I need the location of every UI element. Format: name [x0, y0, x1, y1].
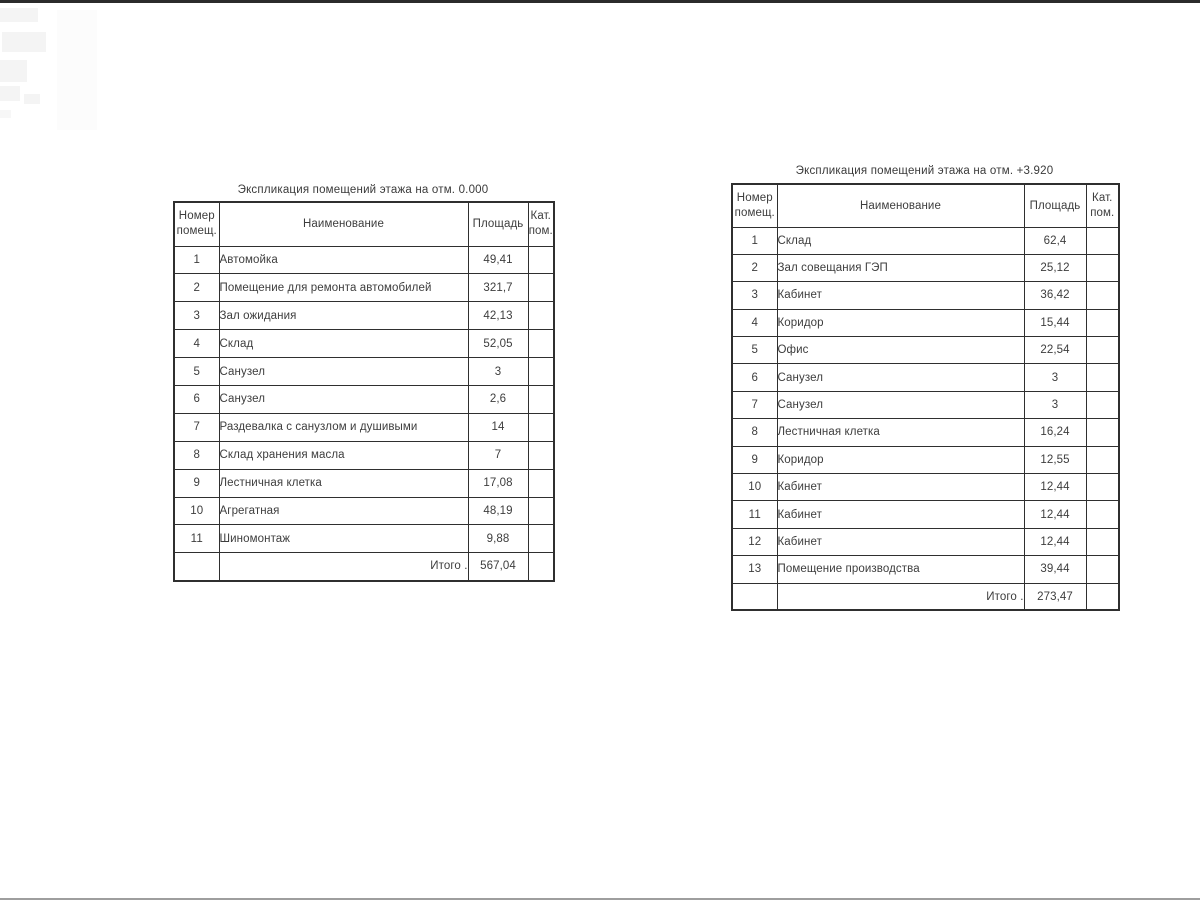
room-number: 11 [732, 501, 777, 528]
room-number: 8 [732, 419, 777, 446]
room-area: 48,19 [468, 497, 528, 525]
room-name: Автомойка [219, 246, 468, 274]
room-area: 42,13 [468, 302, 528, 330]
table-row [174, 497, 554, 525]
room-name: Помещение для ремонта автомобилей [219, 274, 468, 302]
total-row [174, 553, 554, 581]
room-name: Санузел [219, 385, 468, 413]
room-category [528, 497, 554, 525]
table-row [174, 525, 554, 553]
room-category [1086, 282, 1119, 309]
room-category [1086, 419, 1119, 446]
table-row [174, 274, 554, 302]
room-name: Агрегатная [219, 497, 468, 525]
room-number: 4 [732, 309, 777, 336]
room-number: 3 [174, 302, 219, 330]
room-area: 49,41 [468, 246, 528, 274]
total-empty-cell [732, 583, 777, 610]
room-area: 7 [468, 441, 528, 469]
scan-artifact [24, 94, 40, 104]
scan-artifact [0, 60, 27, 82]
table-title: Экспликация помещений этажа на отм. 0.000 [237, 184, 489, 196]
room-category [528, 441, 554, 469]
room-number: 4 [174, 330, 219, 358]
room-area: 22,54 [1024, 337, 1086, 364]
total-empty-cell [174, 553, 219, 581]
table-row [174, 246, 554, 274]
table-row [732, 501, 1119, 528]
table-title: Экспликация помещений этажа на отм. +3.920 [795, 165, 1054, 177]
room-name: Кабинет [777, 474, 1024, 501]
explication-table-elev-3920 [731, 165, 1118, 611]
room-area: 2,6 [468, 385, 528, 413]
table-row [174, 469, 554, 497]
room-number: 5 [174, 358, 219, 386]
room-area: 14 [468, 413, 528, 441]
room-number: 9 [732, 446, 777, 473]
room-category [1086, 254, 1119, 281]
room-name: Склад хранения масла [219, 441, 468, 469]
room-area: 321,7 [468, 274, 528, 302]
col-header-name: Наименование [219, 202, 468, 246]
col-header-area: Площадь [1024, 184, 1086, 227]
total-label: Итого . [777, 583, 1024, 610]
room-number: 8 [174, 441, 219, 469]
room-name: Склад [777, 227, 1024, 254]
room-number: 1 [174, 246, 219, 274]
table-row [174, 413, 554, 441]
room-name: Шиномонтаж [219, 525, 468, 553]
table-row [174, 385, 554, 413]
col-header-area: Площадь [468, 202, 528, 246]
room-area: 16,24 [1024, 419, 1086, 446]
room-number: 6 [732, 364, 777, 391]
rooms-table [731, 183, 1120, 611]
room-number: 3 [732, 282, 777, 309]
room-number: 6 [174, 385, 219, 413]
room-area: 12,44 [1024, 528, 1086, 555]
table-row [732, 446, 1119, 473]
col-header-number: Номер помещ. [174, 202, 219, 246]
room-area: 15,44 [1024, 309, 1086, 336]
room-number: 7 [732, 391, 777, 418]
room-number: 10 [732, 474, 777, 501]
header-row [174, 202, 554, 246]
room-area: 3 [468, 358, 528, 386]
room-category [528, 246, 554, 274]
scan-artifact [2, 32, 46, 52]
room-name: Санузел [219, 358, 468, 386]
col-header-number: Номер помещ. [732, 184, 777, 227]
room-category [1086, 391, 1119, 418]
room-area: 39,44 [1024, 556, 1086, 583]
room-category [1086, 364, 1119, 391]
scan-artifact [0, 86, 20, 101]
rooms-table [173, 201, 555, 582]
room-category [528, 358, 554, 386]
room-number: 2 [174, 274, 219, 302]
total-row [732, 583, 1119, 610]
room-name: Офис [777, 337, 1024, 364]
room-number: 11 [174, 525, 219, 553]
room-category [528, 302, 554, 330]
room-name: Кабинет [777, 528, 1024, 555]
room-category [528, 274, 554, 302]
table-row [732, 364, 1119, 391]
room-area: 62,4 [1024, 227, 1086, 254]
table-row [732, 309, 1119, 336]
room-category [1086, 309, 1119, 336]
room-name: Склад [219, 330, 468, 358]
col-header-category: Кат. пом. [1086, 184, 1119, 227]
total-value: 273,47 [1024, 583, 1086, 610]
table-row [732, 391, 1119, 418]
table-row [174, 330, 554, 358]
room-area: 52,05 [468, 330, 528, 358]
room-area: 3 [1024, 391, 1086, 418]
room-category [528, 385, 554, 413]
table-row [732, 528, 1119, 555]
table-row [732, 282, 1119, 309]
room-area: 25,12 [1024, 254, 1086, 281]
room-category [1086, 556, 1119, 583]
scan-artifact [0, 8, 38, 22]
table-row [732, 474, 1119, 501]
total-value: 567,04 [468, 553, 528, 581]
room-category [1086, 474, 1119, 501]
table-row [732, 254, 1119, 281]
room-number: 13 [732, 556, 777, 583]
room-number: 10 [174, 497, 219, 525]
room-name: Лестничная клетка [777, 419, 1024, 446]
room-name: Помещение производства [777, 556, 1024, 583]
room-number: 1 [732, 227, 777, 254]
room-area: 9,88 [468, 525, 528, 553]
room-area: 12,44 [1024, 501, 1086, 528]
room-category [1086, 528, 1119, 555]
room-number: 12 [732, 528, 777, 555]
room-name: Санузел [777, 391, 1024, 418]
room-category [1086, 501, 1119, 528]
room-category [1086, 337, 1119, 364]
room-category [1086, 227, 1119, 254]
total-label: Итого . [219, 553, 468, 581]
room-name: Санузел [777, 364, 1024, 391]
room-name: Раздевалка с санузлом и душивыми [219, 413, 468, 441]
room-category [528, 413, 554, 441]
table-row [174, 441, 554, 469]
room-category [528, 330, 554, 358]
room-number: 7 [174, 413, 219, 441]
room-name: Зал совещания ГЭП [777, 254, 1024, 281]
room-name: Кабинет [777, 282, 1024, 309]
room-category [528, 525, 554, 553]
header-row [732, 184, 1119, 227]
room-name: Коридор [777, 446, 1024, 473]
table-row [732, 419, 1119, 446]
room-number: 9 [174, 469, 219, 497]
room-category [1086, 446, 1119, 473]
table-row [732, 227, 1119, 254]
col-header-category: Кат. пом. [528, 202, 554, 246]
room-area: 3 [1024, 364, 1086, 391]
room-area: 17,08 [468, 469, 528, 497]
explication-table-elev-0000 [173, 184, 553, 582]
table-row [174, 302, 554, 330]
top-edge-bar [0, 0, 1200, 3]
table-row [732, 556, 1119, 583]
room-name: Лестничная клетка [219, 469, 468, 497]
room-number: 2 [732, 254, 777, 281]
scan-artifact [0, 110, 11, 118]
room-number: 5 [732, 337, 777, 364]
room-area: 36,42 [1024, 282, 1086, 309]
total-empty-cell [528, 553, 554, 581]
col-header-name: Наименование [777, 184, 1024, 227]
table-row [174, 358, 554, 386]
room-name: Зал ожидания [219, 302, 468, 330]
room-name: Кабинет [777, 501, 1024, 528]
scan-artifact [57, 10, 97, 130]
room-area: 12,44 [1024, 474, 1086, 501]
room-area: 12,55 [1024, 446, 1086, 473]
total-empty-cell [1086, 583, 1119, 610]
room-name: Коридор [777, 309, 1024, 336]
table-row [732, 337, 1119, 364]
room-category [528, 469, 554, 497]
